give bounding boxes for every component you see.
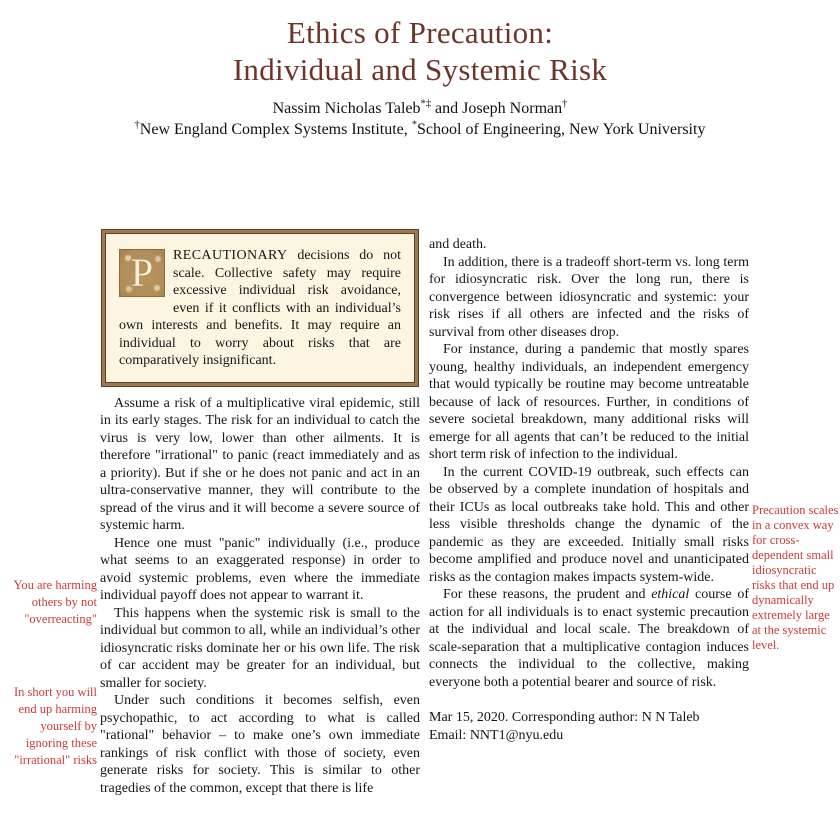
paragraph-under-such-conditions: Under such conditions it becomes selfish, even psychopathic, to act according to what is called "rational" behavior – to make one’s own immediate rankings of risk conflict with those of society, even generate risks for society. This is similar to other tragedies of the common, except that there is life <box>100 693 420 796</box>
ethical-italic-word: ethical <box>651 587 690 602</box>
ethical-paragraph-after: course of action for all individuals is to enact systemic precaution at the individual and local scale. The breakdown of scale-separation that a multiplicative contagion induces connects the individual to the collective, making everyone both a potential bearer and source of risk. <box>429 587 749 690</box>
authors-line <box>0 99 840 119</box>
abstract-box <box>105 233 415 383</box>
affiliation-part-2: School of Engineering, New York University <box>417 121 706 138</box>
abstract-text: decisions do not scale. Collective safety may require excessive individual risk avoidance, even if it conflicts with an individual’s own interests and benefits. It may require an individual to worry about risks that are comparatively insignificant. <box>119 248 401 368</box>
correspondence-email-line: Email: NNT1@nyu.edu <box>429 728 564 743</box>
paragraph-assume-risk: Assume a risk of a multiplicative viral epidemic, still in its early stages. The risk for an individual to catch the virus is very low, lower than other ailments. It is therefore "irrational" to panic (react immediately and as a priority). But if she or he does not panic and act in an ultra-conservative manner, they will contribute to the spread of the virus and it will become a severe source of systemic harm. <box>100 395 420 533</box>
dropcap-initial: P <box>119 249 165 297</box>
author-2-superscript: † <box>562 98 568 110</box>
paragraph-and-death: and death. <box>429 237 487 252</box>
two-column-body <box>100 228 749 797</box>
affiliation-line <box>0 120 840 140</box>
title-line-1: Ethics of Precaution: <box>286 15 554 50</box>
correspondence-date-line: Mar 15, 2020. Corresponding author: N N Taleb <box>429 710 700 725</box>
margin-note-precaution-scales: Precaution scales in a convex way for cross-dependent small idiosyncratic risks that end up dynamically extremely large at the systemic level. <box>752 503 839 652</box>
paragraph-systemic-risk-small: This happens when the systemic risk is small to the individual but common to all, while an individual’s other idiosyncratic risks dominate her or his own life. The risk of car accident may be greater for an individual, but smaller for society. <box>100 605 420 691</box>
title-line-2: Individual and Systemic Risk <box>232 52 608 87</box>
paragraph-hence-panic: Hence one must "panic" individually (i.e., produce what seems to an exaggerated response) in order to avoid systemic problems, even where the immediate individual payoff does not appear to warrant it. <box>100 535 420 603</box>
affiliation-superscript-2: * <box>411 119 418 131</box>
authors-conjunction: and <box>431 100 463 117</box>
author-1: Nassim Nicholas Taleb <box>272 100 421 117</box>
ethical-paragraph-before: For these reasons, the prudent and <box>443 587 652 602</box>
paragraph-covid-outbreak: In the current COVID-19 outbreak, such effects can be observed by a complete inundation of hospitals and their ICUs as local outbreaks take hold. This and other less visible thresholds change the dynamic of the pandemic as they are exceeded. Initially small risks become amplified and produce novel and unanticipated risks as the contagion makes impacts system-wide. <box>429 464 749 585</box>
author-2: Joseph Norman <box>462 100 563 117</box>
right-column <box>429 228 749 797</box>
margin-note-harming-others: You are harming others by not "overreacting" <box>13 578 97 626</box>
paper-header <box>0 14 840 140</box>
author-1-superscript: *‡ <box>420 98 432 110</box>
correspondence-note <box>429 709 749 745</box>
paragraph-tradeoff: In addition, there is a tradeoff short-term vs. long term for idiosyncratic risk. Over the long run, there is convergence between idiosyncratic and systemic: your risk rises if all others are infected and the risks of survival from other diseases drop. <box>429 254 749 340</box>
paper-title <box>0 14 840 88</box>
abstract-lead-word: RECAUTIONARY <box>173 248 288 263</box>
left-column <box>100 228 420 797</box>
affiliation-superscript-1: † <box>134 119 140 131</box>
paragraph-ethical-course <box>429 586 749 691</box>
paragraph-for-instance: For instance, during a pandemic that mostly spares young, healthy individuals, an independent emergency that would typically be routine may become untreatable because of lack of resources. Further, in conditions of severe societal breakdown, many additional risks will emerge for all agents that can’t be reduced to the initial short term risk of infection to the individual. <box>429 342 749 462</box>
margin-note-harming-yourself: In short you will end up harming yourself by ignoring these "irrational" risks <box>14 685 97 767</box>
affiliation-part-1: New England Complex Systems Institute, <box>139 121 412 138</box>
